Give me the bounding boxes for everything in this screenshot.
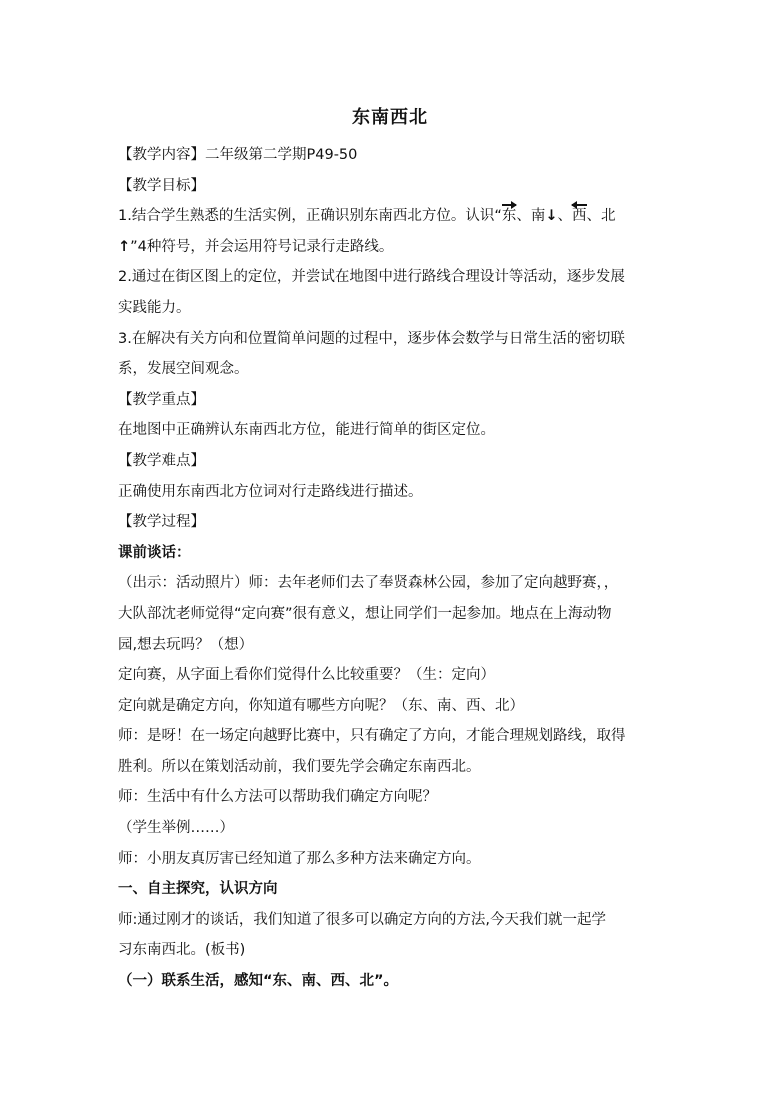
west-symbol: 西 bbox=[572, 201, 587, 232]
east-symbol: 东 bbox=[502, 201, 517, 232]
paragraph-line: 习东南西北。(板书) bbox=[118, 942, 246, 959]
paragraph-line: 胜利。所以在策划活动前，我们要先学会确定东南西北。 bbox=[118, 758, 481, 775]
goal-2-line-2: 实践能力。 bbox=[118, 299, 191, 316]
key-points-heading: 【教学重点】 bbox=[118, 391, 205, 408]
paragraph-line: 师：是呀！在一场定向越野比赛中，只有确定了方向，才能合理规划路线，取得 bbox=[118, 728, 626, 745]
goal-1-text-d: 、北 bbox=[586, 208, 616, 225]
document-body bbox=[118, 140, 666, 997]
paragraph-line: 师:通过刚才的谈话，我们知道了很多可以确定方向的方法,今天我们就一起学 bbox=[118, 911, 606, 928]
up-arrow-icon: ↑ bbox=[118, 238, 131, 255]
paragraph-line: 定向就是确定方向，你知道有哪些方向呢？（东、南、西、北） bbox=[118, 697, 524, 714]
paragraph-line: 师：小朋友真厉害已经知道了那么多种方法来确定方向。 bbox=[118, 850, 481, 867]
paragraph-line: 师：生活中有什么方法可以帮助我们确定方向呢？ bbox=[118, 789, 437, 806]
goal-1-text-b: 、南 bbox=[516, 208, 546, 225]
key-points-text: 在地图中正确辨认东南西北方位，能进行简单的街区定位。 bbox=[118, 422, 495, 439]
document-title: 东南西北 bbox=[352, 107, 428, 128]
goal-1-line-2 bbox=[118, 232, 666, 263]
goal-3-line-2: 系，发展空间观念。 bbox=[118, 361, 249, 378]
difficulties-text: 正确使用东南西北方位词对行走路线进行描述。 bbox=[118, 483, 423, 500]
goal-1-line-1 bbox=[118, 201, 666, 232]
left-arrow-icon bbox=[572, 204, 587, 206]
paragraph-line: 园,想去玩吗？（想） bbox=[118, 636, 254, 653]
section-1-heading: 一、自主探究，认识方向 bbox=[118, 881, 278, 898]
paragraph-line: 大队部沈老师觉得“定向赛”很有意义，想让同学们一起参加。地点在上海动物 bbox=[118, 605, 612, 622]
right-arrow-icon bbox=[502, 204, 517, 206]
goal-1-text-c: 、 bbox=[557, 208, 573, 225]
down-arrow-icon: ↓ bbox=[545, 208, 558, 225]
goal-3-line-1: 3.在解决有关方向和位置简单问题的过程中，逐步体会数学与日常生活的密切联 bbox=[118, 330, 625, 347]
paragraph-line: （学生举例……） bbox=[118, 820, 234, 837]
paragraph-line: 定向赛，从字面上看你们觉得什么比较重要？（生：定向） bbox=[118, 667, 495, 684]
teaching-goals-heading: 【教学目标】 bbox=[118, 177, 205, 194]
teaching-content-line: 【教学内容】二年级第二学期P49-50 bbox=[118, 147, 358, 163]
goal-2-line-1: 2.通过在街区图上的定位，并尝试在地图中进行路线合理设计等活动，逐步发展 bbox=[118, 269, 625, 286]
difficulties-heading: 【教学难点】 bbox=[118, 452, 205, 469]
goal-1-text-e: ”4种符号，并会运用符号记录行走路线。 bbox=[130, 238, 394, 255]
pre-class-talk-heading: 课前谈话： bbox=[118, 544, 191, 561]
process-heading: 【教学过程】 bbox=[118, 514, 205, 531]
paragraph-line: （出示：活动照片）师：去年老师们去了奉贤森林公园，参加了定向越野赛，， bbox=[118, 575, 619, 592]
goal-1-text-a: 1.结合学生熟悉的生活实例，正确识别东南西北方位。认识“ bbox=[118, 208, 502, 225]
subsection-1-heading: （一）联系生活，感知“东、南、西、北”。 bbox=[118, 973, 399, 990]
